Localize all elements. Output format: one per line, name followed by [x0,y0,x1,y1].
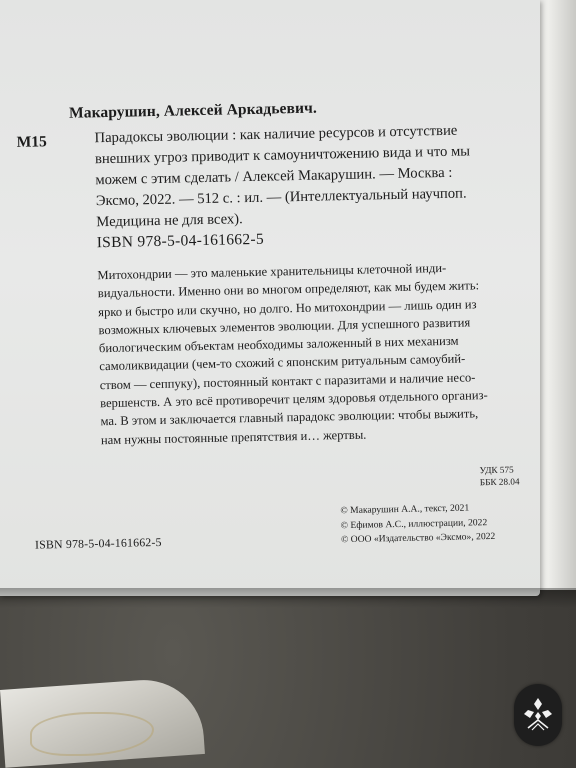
copyright-line: © Макарушин А.А., текст, 2021 [340,502,470,517]
bibliographic-entry [94,119,526,233]
copyright-line: © Ефимов А.С., иллюстрации, 2022 [340,516,488,531]
annotation-line: биологическим объектам необходимы заложенный в них механизм [98,333,459,356]
page-shadow [0,588,576,608]
entry-line: можем с этим сделать / Алексей Макарушин. — Москва : [95,164,453,189]
annotation-line: возможных ключевых элементов эволюции. Для успешного развития [98,315,471,338]
copyright-line: © ООО «Издательство «Эксмо», 2022 [340,530,496,546]
annotation [97,257,541,449]
entry-line: Парадоксы эволюции : как наличие ресурсов и отсутствие [94,122,458,147]
copyright-block [340,501,495,548]
annotation-line: видуальности. Именно они во многом определяют, как мы будем жить: [97,278,480,301]
cutter-code: М15 [16,133,47,151]
entry-line: Медицина не для всех). [96,211,243,231]
footer-isbn: ISBN 978-5-04-161662-5 [34,534,162,552]
annotation-line: ярко и быстро или скучно, но долго. Но митохондрии — лишь один из [98,296,477,319]
bbk-code: ББК 28.04 [479,476,520,488]
entry-line: Эксмо, 2022. — 512 с. : ил. — (Интеллектуальный научпоп. [95,185,467,210]
flower-logo-icon [514,684,562,746]
annotation-line: нам нужны постоянные препятствия и… жертвы. [100,427,367,447]
annotation-line: ством — сеппуку), постоянный контакт с паразитами и наличие несо- [99,370,476,392]
annotation-line: самоликвидации (чем-то схожий с японским ритуальным самоубий- [99,352,466,374]
udc-code: УДК 575 [479,464,514,476]
annotation-line: Митохондрии — это маленькие хранительницы клеточной инди- [97,260,447,283]
annotation-line: ма. В этом и заключается главный парадокс эволюции: чтобы выжить, [100,406,479,429]
entry-line: внешних угроз приводит к самоуничтожению вида и что мы [94,143,471,168]
author-heading: Макарушин, Алексей Аркадьевич. [68,99,318,122]
annotation-line: вершенств. А это всё противоречит целям здоровья отдельного организ- [99,388,488,411]
classification-codes [479,463,519,488]
isbn-line: ISBN 978-5-04-161662-5 [96,230,265,252]
